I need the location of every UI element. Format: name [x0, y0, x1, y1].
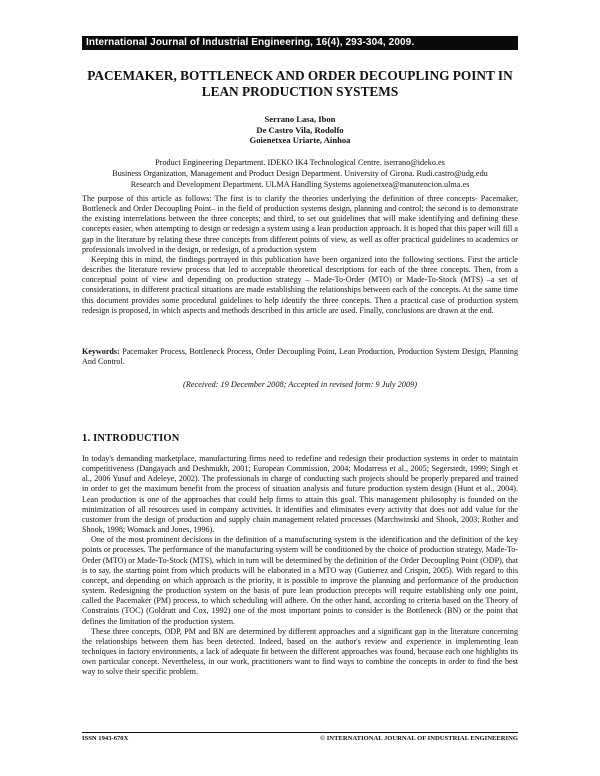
- footer-divider: [82, 732, 518, 733]
- keywords-text: Pacemaker Process, Bottleneck Process, Order Decoupling Point, Lean Production, Production System Design, Planning And Control.: [82, 347, 518, 367]
- body-paragraph: In today's demanding marketplace, manufacturing firms need to redefine and redesign their production systems in order to maintain competitiveness (Dangayach and Deshmukh, 2001; European Commission, 2004; Modarress et al., 2005; Segerstedt, 1999; Singh et al., 2006 Yusuf and Adeleye, 2002). The professionals in charge of conducting such projects should be properly prepared and trained in order to get the maximum benefit from the process of situation analysis and future production system design (Hunt et al., 2004). Lean production is one of the approaches that could help firms to attain this goal. This management philosophy is founded on the minimization of all resources used in company activities. It identifies and eliminates every activity that does not add value for the customer from the design of production and supply chain management related processes (Marchwinski and Shook, 2003; Rother and Shook, 1998; Womack and Jones, 1996).: [82, 454, 518, 535]
- body-paragraph: One of the most prominent decisions in the definition of a manufacturing system is the identification and the definition of the key points or processes. The performance of the manufacturing system will be conditioned by the choice of production strategy, Made-To-Order (MTO) or Made-To-Stock (MTS), which in turn will be determined by the definition of the Order Decoupling Point (ODP), that is to say, the starting point from which products will be elaborated in a MTO way (Gutierrez and Crispin, 2005). With regard to this concept, and depending on which approach is the priority, it is possible to improve the planning and performance of the production system. Redesigning the production system on the basis of pure lean production precepts will require establishing only one point, called the Pacemaker (PM) process, to which scheduling will adhere. On the other hand, according to criteria based on the Theory of Constraints (TOC) (Goldratt and Cox, 1992) one of the most important points to consider is the Bottleneck (BN) or the point that defines the limitation of the production system.: [82, 535, 518, 626]
- journal-header: International Journal of Industrial Engineering, 16(4), 293-304, 2009.: [86, 37, 415, 48]
- section-heading: 1. INTRODUCTION: [82, 433, 180, 444]
- author: Serrano Lasa, Ibon: [264, 114, 336, 124]
- keywords-label: Keywords:: [82, 347, 120, 356]
- journal-header-bar: [82, 36, 518, 50]
- introduction-body: [82, 454, 518, 677]
- author: Goienetxea Uriarte, Ainhoa: [249, 135, 351, 146]
- abstract-paragraph: The purpose of this article as follows: The first is to clarify the theories underlying the definition of three concepts- Pacemaker, Bottleneck and Order Decoupling Point– in the field of production systems design, planning and control; the second is to demonstrate the existing interrelations between the three concepts; and third, to set out guidelines that will make identifying and defining these concepts easier, when attempting to design or redesign a system using a lean production approach. It is hoped that this paper will fill a gap in the literature by relating these three concepts from different points of view, as well as offer practical guidelines to academics or professionals involved in the design, or redesign, of a production system: [82, 194, 518, 254]
- paper-title: PACEMAKER, BOTTLENECK AND ORDER DECOUPLING POINT IN LEAN PRODUCTION SYSTEMS: [87, 68, 513, 99]
- footer-issn: ISSN 1943-670X: [82, 735, 129, 742]
- keywords: [82, 347, 518, 367]
- abstract-paragraph: Keeping this in mind, the findings portrayed in this publication have been organized into the following sections. First the article describes the literature review process that led to acceptable theoretical descriptions for each of the three concepts. Then, from a conceptual point of view and depending on production strategy – Made-To-Order (MTO) or Made-To-Stock (MTS) –a set of considerations, in different practical situations are made establishing the relationships between each of the concepts. At the same time this document provides some procedural guidelines to help identify the three concepts. Then a practical case of production system redesign is proposed, in which aspects and methods described in this article are used. Finally, conclusions are drawn at the end.: [82, 254, 518, 315]
- received-dates: (Received: 19 December 2008; Accepted in revised form: 9 July 2009): [182, 380, 418, 389]
- affiliation-list: [82, 158, 518, 190]
- author: De Castro Vila, Rodolfo: [256, 124, 344, 135]
- affiliation: Product Engineering Department. IDEKO IK4 Technological Centre. iserrano@ideko.es: [155, 158, 445, 167]
- affiliation: Business Organization, Management and Product Design Department. University of Girona. Rudi.castro@udg.edu: [112, 168, 488, 178]
- author-list: [82, 114, 518, 146]
- affiliation: Research and Development Department. ULMA Handling Systems agoienetxea@manutencion.ulma.es: [130, 179, 470, 189]
- body-paragraph: These three concepts, ODP, PM and BN are determined by different approaches and a significant gap in the literature concerning the relationships between them has been detected. Indeed, based on the author's review and experience in implementing lean techniques in factory environments, a lack of adequate fit between the different approaches was found, because each one highlights its own particular concept. Nevertheless, in our work, practitioners want to find ways to combine the concepts in order to find the best way to solve their specific problem.: [82, 626, 518, 677]
- abstract: [82, 194, 518, 316]
- footer-copyright: © INTERNATIONAL JOURNAL OF INDUSTRIAL ENGINEERING: [320, 735, 518, 742]
